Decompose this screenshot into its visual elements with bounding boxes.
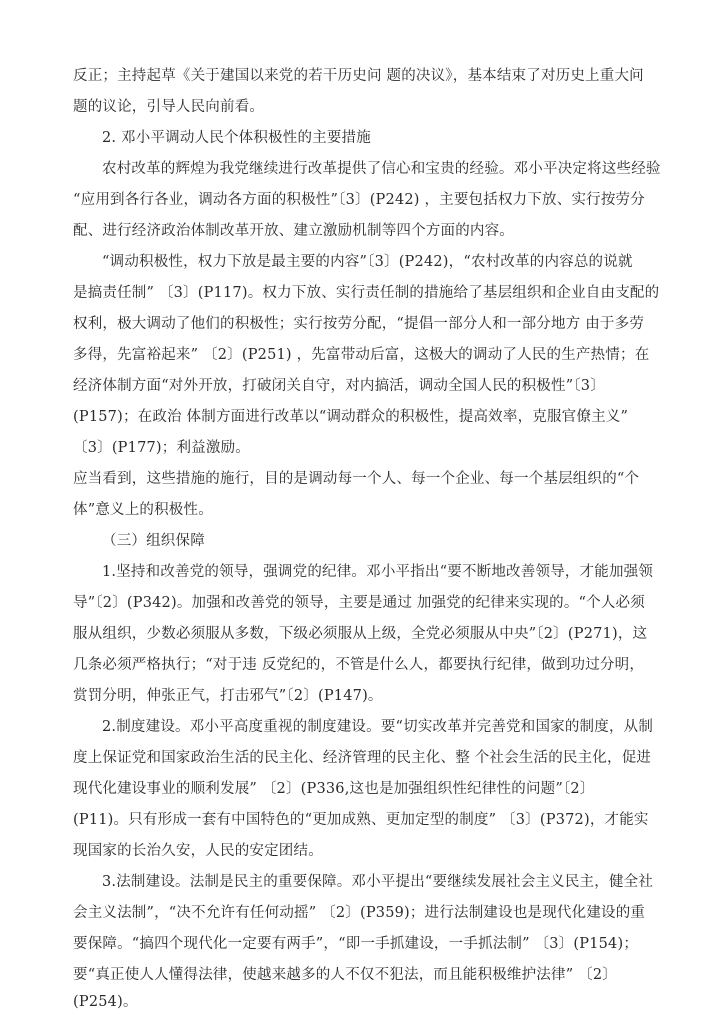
text-line: 会主义法制”，“决不允许有任何动摇” 〔2〕(P359)；进行法制建设也是现代化建设的重 xyxy=(73,905,646,921)
text-line: 〔3〕(P177)；利益激励。 xyxy=(73,440,250,456)
text-line: 多得，先富裕起来” 〔2〕(P251) ，先富带动后富，这极大的调动了人民的生产热情；在 xyxy=(73,347,650,363)
text-line: (P11)。只有形成一套有中国特色的“更加成熟、更加定型的制度” 〔3〕(P372)，才能实 xyxy=(73,812,649,828)
text-line: 农村改革的辉煌为我党继续进行改革提供了信心和宝贵的经验。邓小平决定将这些经验 xyxy=(102,161,661,177)
text-line: 度上保证党和国家政治生活的民主化、经济管理的民主化、整 个社会生活的民主化，促进 xyxy=(73,750,652,766)
section-heading: （三）组织保障 xyxy=(102,533,205,549)
text-line: 权利，极大调动了他们的积极性；实行按劳分配，“提倡一部分人和一部分地方 由于多劳 xyxy=(73,316,645,332)
section-heading: 2. 邓小平调动人民个体积极性的主要措施 xyxy=(102,130,371,146)
text-line: 体”意义上的积极性。 xyxy=(73,502,213,518)
text-line: 服从组织，少数必须服从多数，下级必须服从上级，全党必须服从中央”〔2〕(P271)，这 xyxy=(73,626,648,642)
text-line: 几条必须严格执行；“对于违 反党纪的，不管是什么人，都要执行纪律，做到功过分明， xyxy=(73,657,645,673)
text-line: 反正；主持起草《关于建国以来党的若干历史问 题的决议》，基本结束了对历史上重大问 xyxy=(73,68,644,84)
text-line: 题的议论，引导人民向前看。 xyxy=(73,99,265,115)
text-line: 应当看到，这些措施的施行，目的是调动每一个人、每一个企业、每一个基层组织的“个 xyxy=(73,471,640,487)
text-line: 经济体制方面“对外开放，打破闭关自守，对内搞活，调动全国人民的积极性”〔3〕 xyxy=(73,378,605,394)
text-line: 要保障。“搞四个现代化一定要有两手”，“即一手抓建设，一手抓法制” 〔3〕(P154)； xyxy=(73,936,639,952)
text-line: (P157)；在政治 体制方面进行改革以“调动群众的积极性，提高效率，克服官僚主义” xyxy=(73,409,629,425)
text-line: 配、进行经济政治体制改革开放、建立激励机制等四个方面的内容。 xyxy=(73,223,514,239)
text-line: “应用到各行各业，调动各方面的积极性”〔3〕(P242) ，主要包括权力下放、实行按劳分 xyxy=(73,192,645,208)
text-line: 1.坚持和改善党的领导，强调党的纪律。邓小平指出“要不断地改善领导，才能加强领 xyxy=(102,564,654,580)
text-line: 2.制度建设。邓小平高度重视的制度建设。要“切实改革并完善党和国家的制度，从制 xyxy=(102,719,654,735)
text-line: 导”〔2〕(P342)。加强和改善党的领导，主要是通过 加强党的纪律来实现的。“个人必须 xyxy=(73,595,645,611)
text-line: 现代化建设事业的顺利发展” 〔2〕(P336,这也是加强组织性纪律性的问题”〔2〕 xyxy=(73,781,595,797)
text-line: 赏罚分明，伸张正气，打击邪气”〔2〕(P147)。 xyxy=(73,688,383,704)
text-line: 现国家的长治久安，人民的安定团结。 xyxy=(73,843,323,859)
text-line: (P254)。 xyxy=(73,994,138,1010)
text-line: 是搞责任制” 〔3〕(P117)。权力下放、实行责任制的措施给了基层组织和企业自由支配的 xyxy=(73,285,660,301)
text-line: 3.法制建设。法制是民主的重要保障。邓小平提出“要继续发展社会主义民主，健全社 xyxy=(102,874,654,890)
text-line: 要“真正使人人懂得法律，使越来越多的人不仅不犯法，而且能积极维护法律” 〔2〕 xyxy=(73,967,617,983)
text-line: “调动积极性，权力下放是最主要的内容”〔3〕(P242)，“农村改革的内容总的说就 xyxy=(102,254,633,270)
